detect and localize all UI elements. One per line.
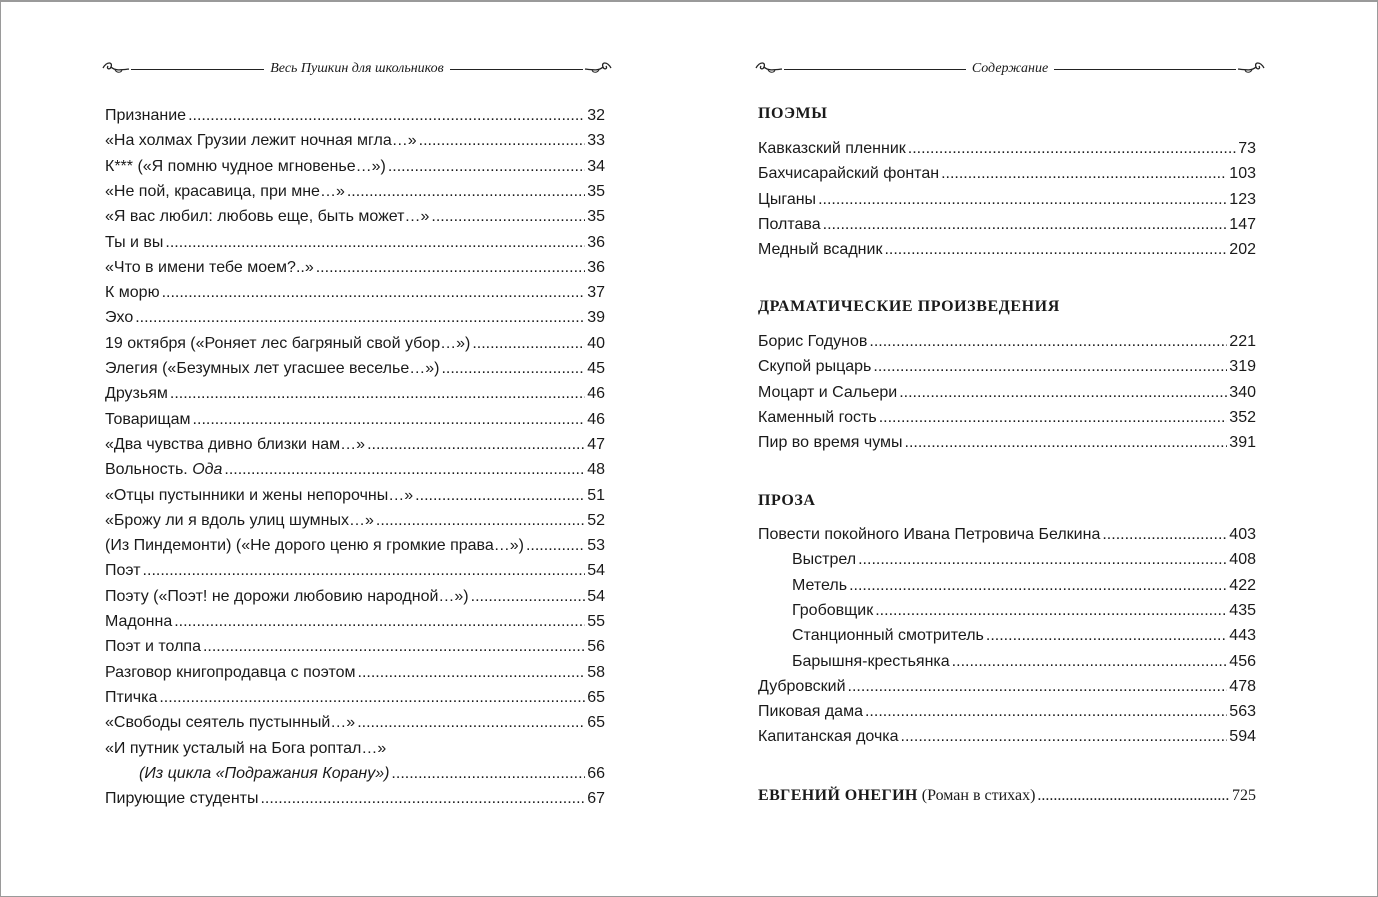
toc-entry (105, 637, 605, 657)
toc-entry-title: Признание (105, 107, 187, 124)
dot-leader (347, 182, 585, 202)
toc-entry (758, 190, 1256, 210)
toc-entry-page: 34 (587, 157, 605, 175)
toc-entry-title: Скупой рыцарь (758, 358, 872, 376)
toc-entry (105, 789, 605, 809)
toc-entry (758, 626, 1256, 646)
toc-entry-title: Полтава (758, 215, 821, 233)
dot-leader (193, 410, 586, 430)
toc-entry-title: Дубровский (758, 677, 846, 695)
toc-entry-page: 340 (1229, 383, 1256, 401)
dot-leader (415, 486, 585, 506)
dot-leader (901, 727, 1228, 747)
toc-entry (105, 612, 605, 632)
running-head-title: Весь Пушкин для школьников (270, 61, 444, 76)
toc-entry-page: 37 (587, 284, 605, 302)
dot-leader (941, 164, 1227, 184)
dot-leader (873, 357, 1227, 377)
toc-entry-page: 47 (587, 435, 605, 453)
toc-entry (105, 106, 605, 126)
dot-leader (858, 550, 1227, 570)
toc-entry-title: Ты и вы (105, 233, 164, 251)
toc-entry-page: 46 (587, 410, 605, 428)
dot-leader (174, 612, 585, 632)
toc-entry-page: 594 (1229, 728, 1256, 746)
toc-entry (105, 283, 605, 303)
toc-entry-page: 391 (1229, 434, 1256, 452)
flourish-ornament-icon (583, 59, 613, 77)
dot-leader (135, 308, 585, 328)
dot-leader (165, 233, 585, 253)
toc-entry (758, 332, 1256, 352)
dot-leader (419, 131, 586, 151)
toc-entry-title: Друзьям (105, 385, 168, 403)
dot-leader (159, 688, 585, 708)
toc-entry-title: Вольность. Ода (105, 461, 223, 479)
dot-leader (899, 383, 1227, 403)
toc-entry-title: Моцарт и Сальери (758, 383, 898, 401)
dot-leader (875, 601, 1227, 621)
toc-entry-title-italic: Ода (192, 461, 223, 479)
toc-entry-page: 54 (587, 587, 605, 605)
toc-entry-title: «Что в имени тебе моем?..» (105, 258, 314, 276)
toc-entry-title: «Не пой, красавица, при мне…» (105, 182, 345, 200)
toc-entry (758, 433, 1256, 453)
toc-entry (758, 139, 1256, 159)
flourish-ornament-icon (101, 59, 131, 77)
toc-entry-title: Товарищам (105, 410, 191, 428)
toc-entry (758, 550, 1256, 570)
toc-entry (758, 652, 1256, 672)
toc-entry-title: К*** («Я помню чудное мгновенье…») (105, 157, 386, 175)
toc-entry-page: 35 (587, 182, 605, 200)
toc-entry (758, 240, 1256, 260)
toc-entry (105, 587, 605, 607)
toc-entry-wrapped-first-line (105, 739, 605, 759)
toc-entry-page: 56 (587, 638, 605, 656)
toc-entry (758, 677, 1256, 697)
dot-leader (358, 663, 586, 683)
toc-entry-title: «Отцы пустынники и жены непорочны…» (105, 486, 414, 504)
dot-leader (388, 157, 585, 177)
section-heading: ДРАМАТИЧЕСКИЕ ПРОИЗВЕДЕНИЯ (758, 298, 1060, 315)
dot-leader (865, 702, 1227, 722)
toc-entry-title: Поэт (105, 562, 141, 580)
toc-entry-title: Мадонна (105, 613, 173, 630)
toc-entry-page: 53 (587, 537, 605, 555)
rule-line (450, 69, 583, 70)
toc-entry (105, 131, 605, 151)
dot-leader (391, 764, 585, 784)
toc-entry-page: 48 (587, 461, 605, 479)
rule-line (1054, 69, 1236, 70)
toc-entry-title: Станционный смотритель (792, 627, 984, 645)
toc-entry (105, 182, 605, 202)
toc-entry-page: 147 (1229, 215, 1256, 233)
toc-entry (105, 511, 605, 531)
toc-entry (105, 258, 605, 278)
dot-leader (1037, 786, 1230, 806)
toc-entry (758, 164, 1256, 184)
left-running-head (101, 56, 613, 80)
toc-entry-page: 202 (1229, 241, 1256, 259)
toc-entry-page: 35 (587, 208, 605, 226)
dot-leader (441, 359, 585, 379)
toc-entry-page: 422 (1229, 576, 1256, 594)
dot-leader (849, 576, 1227, 596)
toc-entry (758, 408, 1256, 428)
toc-entry-page: 221 (1229, 333, 1256, 350)
toc-entry-title: (Из цикла «Подражания Корану») (139, 764, 390, 782)
toc-entry (105, 536, 605, 556)
toc-entry (105, 334, 605, 354)
dot-leader (357, 713, 585, 733)
dot-leader (526, 536, 585, 556)
dot-leader (224, 460, 585, 480)
toc-entry (105, 486, 605, 506)
toc-entry-title: Пир во время чумы (758, 434, 903, 452)
section-heading: ПРОЗА (758, 492, 816, 509)
dot-leader (143, 561, 586, 581)
toc-entry-page: 123 (1229, 190, 1256, 208)
toc-entry-page: 55 (587, 613, 605, 630)
toc-entry-page: 46 (587, 385, 605, 403)
toc-entry (105, 207, 605, 227)
dot-leader (188, 106, 585, 126)
toc-entry-page: 32 (587, 107, 605, 124)
final-entry-subtitle: (Роман в стихах) (917, 787, 1036, 804)
toc-entry-title: К морю (105, 284, 160, 302)
dot-leader (879, 408, 1228, 428)
rule-line (131, 69, 264, 70)
toc-entry (758, 702, 1256, 722)
toc-entry-page: 478 (1229, 677, 1256, 695)
toc-entry-title: Пирующие студенты (105, 790, 259, 808)
toc-entry-title: Повести покойного Ивана Петровича Белкина (758, 526, 1101, 543)
toc-entry-title: «И путник усталый на Бога роптал…» (105, 739, 387, 757)
flourish-ornament-icon (754, 59, 784, 77)
toc-entry (105, 688, 605, 708)
toc-entry-page: 65 (587, 688, 605, 706)
toc-entry-page: 33 (587, 132, 605, 150)
toc-entry-page: 66 (587, 764, 605, 782)
toc-entry-title: Борис Годунов (758, 333, 868, 350)
toc-entry-title: (Из Пиндемонти) («Не дорого ценю я громкие права…») (105, 537, 524, 555)
toc-entry-page: 36 (587, 233, 605, 251)
dot-leader (376, 511, 585, 531)
dot-leader (986, 626, 1227, 646)
toc-entry (758, 727, 1256, 747)
toc-entry-page: 319 (1229, 358, 1256, 376)
dot-leader (823, 215, 1228, 235)
dot-leader (884, 240, 1227, 260)
dot-leader (818, 190, 1227, 210)
dot-leader (1102, 525, 1227, 545)
toc-entry (105, 460, 605, 480)
toc-entry-title: Метель (792, 576, 848, 594)
toc-entry (105, 663, 605, 683)
toc-entry-title: Птичка (105, 688, 158, 706)
toc-entry-title: Пиковая дама (758, 703, 863, 721)
toc-entry (758, 357, 1256, 377)
toc-entry (105, 308, 605, 328)
toc-entry-page: 45 (587, 360, 605, 377)
toc-entry (105, 157, 605, 177)
toc-entry-title: Каменный гость (758, 408, 877, 426)
toc-entry (758, 215, 1256, 235)
toc-entry-title: 19 октября («Роняет лес багряный свой убор…») (105, 334, 471, 352)
toc-entry-title: Капитанская дочка (758, 728, 899, 746)
toc-entry-final (758, 786, 1256, 806)
toc-entry (105, 233, 605, 253)
toc-entry-title (758, 786, 1035, 806)
toc-entry-title: «Брожу ли я вдоль улиц шумных…» (105, 511, 374, 529)
section-heading: ПОЭМЫ (758, 105, 828, 122)
final-entry-title: ЕВГЕНИЙ ОНЕГИН (758, 787, 918, 804)
dot-leader (869, 332, 1227, 352)
dot-leader (162, 283, 586, 303)
toc-entry-page: 103 (1229, 165, 1256, 183)
toc-entry (105, 713, 605, 733)
toc-entry-title: Эхо (105, 309, 134, 327)
dot-leader (203, 637, 585, 657)
toc-entry (105, 410, 605, 430)
dot-leader (471, 587, 586, 607)
toc-entry-title: Медный всадник (758, 241, 883, 259)
toc-entry-title: Элегия («Безумных лет угасшее веселье…») (105, 360, 440, 377)
dot-leader (905, 433, 1228, 453)
toc-entry-title: Бахчисарайский фонтан (758, 165, 940, 183)
running-head-title: Содержание (971, 61, 1049, 76)
toc-entry-page: 54 (587, 562, 605, 580)
toc-entry-page: 563 (1229, 703, 1256, 721)
toc-entry-title: «Я вас любил: любовь еще, быть может…» (105, 208, 430, 226)
toc-entry-title: Поэту («Поэт! не дорожи любовию народной…») (105, 587, 469, 605)
dot-leader (367, 435, 585, 455)
toc-entry (105, 561, 605, 581)
toc-entry-page: 51 (587, 486, 605, 504)
toc-entry-page: 52 (587, 511, 605, 529)
toc-entry-title: Цыганы (758, 190, 817, 208)
toc-entry (758, 525, 1256, 545)
toc-entry-title: Разговор книгопродавца с поэтом (105, 663, 356, 681)
dot-leader (170, 384, 585, 404)
toc-entry-title: «На холмах Грузии лежит ночная мгла…» (105, 132, 417, 150)
toc-entry (105, 435, 605, 455)
toc-entry (758, 576, 1256, 596)
toc-entry-page: 403 (1229, 526, 1256, 543)
toc-entry (758, 383, 1256, 403)
toc-entry-page: 36 (587, 258, 605, 276)
toc-entry-title: «Свободы сеятель пустынный…» (105, 714, 356, 732)
right-running-head (754, 56, 1266, 80)
dot-leader (472, 334, 585, 354)
toc-entry-page: 456 (1229, 652, 1256, 670)
flourish-ornament-icon (1236, 59, 1266, 77)
toc-entry (758, 601, 1256, 621)
dot-leader (952, 652, 1228, 672)
toc-entry-page: 73 (1238, 140, 1256, 157)
dot-leader (431, 207, 585, 227)
toc-entry-title: Кавказский пленник (758, 140, 906, 157)
rule-line (784, 69, 966, 70)
toc-entry-page: 435 (1229, 601, 1256, 619)
toc-entry-title: Барышня-крестьянка (792, 652, 950, 670)
dot-leader (848, 677, 1228, 697)
toc-entry-title: Выстрел (792, 551, 857, 569)
dot-leader (908, 139, 1236, 159)
toc-entry-wrapped-second-line (105, 764, 605, 784)
toc-entry-title: «Два чувства дивно близки нам…» (105, 435, 366, 453)
toc-entry-page: 40 (587, 334, 605, 352)
dot-leader (316, 258, 585, 278)
toc-entry-page: 725 (1232, 787, 1256, 804)
toc-entry (105, 384, 605, 404)
toc-entry-page: 58 (587, 663, 605, 681)
toc-entry-title: Поэт и толпа (105, 638, 201, 656)
toc-entry-title: Гробовщик (792, 601, 874, 619)
toc-entry-page: 443 (1229, 627, 1256, 645)
toc-entry-page: 67 (587, 790, 605, 808)
toc-entry (105, 359, 605, 379)
toc-entry-page: 65 (587, 714, 605, 732)
toc-entry-page: 39 (587, 309, 605, 327)
toc-entry-page: 352 (1229, 408, 1256, 426)
toc-entry-page: 408 (1229, 551, 1256, 569)
dot-leader (260, 789, 585, 809)
